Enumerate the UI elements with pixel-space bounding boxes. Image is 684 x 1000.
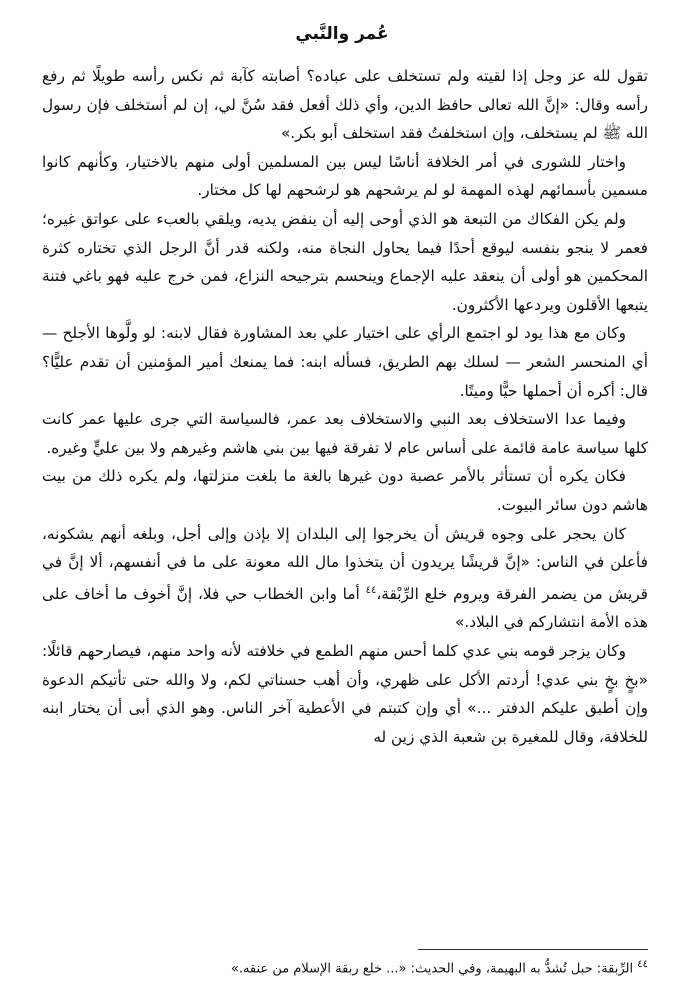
footnote-divider — [418, 949, 648, 950]
footnote-text: الرِّبقة: حبل تُشدُّ به البهيمة، وفي الحديث: «... خلع ربقة الإسلام من عنقه.» — [230, 961, 634, 977]
paragraph: ولم يكن الفكاك من التبعة هو الذي أوحى إليه أن ينفض يديه، ويلقي بالعبء على عواتق غيره؛ فعمر لا ينجو بنفسه ليوقع أحدًا فيما يحاول النجاة منه، ولكنه قدر أنَّ الرجل الذي تختاره كثرة المحكمين هو أولى أن ينعقد عليه الإجماع وينحسم بترجيحه النزاع، فمن خرج عليه فهو باغي فتنة يتبعها الأقلون ويردعها الأكثرون. — [42, 209, 648, 314]
running-header: عُمر والنَّبي — [295, 24, 389, 44]
paragraph — [42, 520, 648, 637]
paragraph: وفيما عدا الاستخلاف بعد النبي والاستخلاف بعد عمر، فالسياسة التي جرى عليها عمر كانت كلها سياسة عامة قائمة على أساس عام لا تفرقة فيها بين بني هاشم وغيرهم ولا بين عليٍّ وغيره. — [42, 410, 648, 457]
footnote-number: ٤٤ — [637, 959, 648, 970]
paragraph: وكان يزجر قومه بني عدي كلما أحس منهم الطمع في خلافته لأنه واحد منهم، فيصارحهم قائلًا: «بخٍ بخٍ بني عدي! أردتم الأكل على ظهري، وأن أهب حسناتي لكم، ولا والله حتى تأتيكم الدعوة وإن أطبق عليكم الدفتر ...» أي وإن كتبتم في الأعطية آخر الناس. وهو الذي أبى أن يختار ابنه للخلافة، وقال للمغيرة بن شعبة الذي زين له — [42, 641, 648, 746]
paragraph: تقول لله عز وجل إذا لقيته ولم تستخلف على عباده؟ أصابته كآبة ثم نكس رأسه طويلًا ثم رفع رأسه وقال: «إنَّ الله تعالى حافظ الدين، وأي ذلك أفعل فقد سُنَّ لي، إن لم أستخلف فإن رسول الله ﷺ لم يستخلف، وإن استخلفتُ فقد استخلف أبو بكر.» — [42, 67, 648, 143]
paragraph-text: أما وابن الخطاب حي فلا، إنَّ أخوف ما أخاف على هذه الأمة انتشاركم في البلاد.» — [42, 584, 648, 632]
paragraph: واختار للشورى في أمر الخلافة أناسًا ليس بين المسلمين أولى منهم بالاختيار، وكأنهم كانوا مسمين بأسمائهم لهذه المهمة لو لم يرشحهم هو لرشحهم لها كل مختار. — [42, 152, 648, 200]
paragraph: وكان مع هذا يود لو اجتمع الرأي على اختيار علي بعد المشاورة فقال لابنه: لو ولَّوها الأجلح — أي المنحسر الشعر — لسلك بهم الطريق، فسأله ابنه: فما يمنعك أمير المؤمنين أن تقدم عليًّا؟ قال: أكره أن أحملها حيًّا وميتًا. — [42, 324, 648, 400]
footnote — [48, 955, 648, 979]
paragraph-text: كان يحجر على وجوه قريش أن يخرجوا إلى البلدان إلا بإذن وإلى أجل، وبلغه أنهم يشكونه، فأعلن في الناس: «إنَّ قريشًا يريدون أن يتخذوا مال الله معونة على ما في أنفسهم، ألا إنَّ في قريش من يضمر الفرقة ويروم خلع الرِّبْقة، — [42, 524, 648, 603]
body-text — [42, 62, 648, 751]
footnote-reference[interactable]: ٤٤ — [365, 584, 377, 596]
paragraph: فكان يكره أن تستأثر بالأمر عصبة دون غيرها بالغة ما بلغت منزلتها، ولم يكره ذلك من بيت هاشم دون سائر البيوت. — [42, 467, 648, 514]
